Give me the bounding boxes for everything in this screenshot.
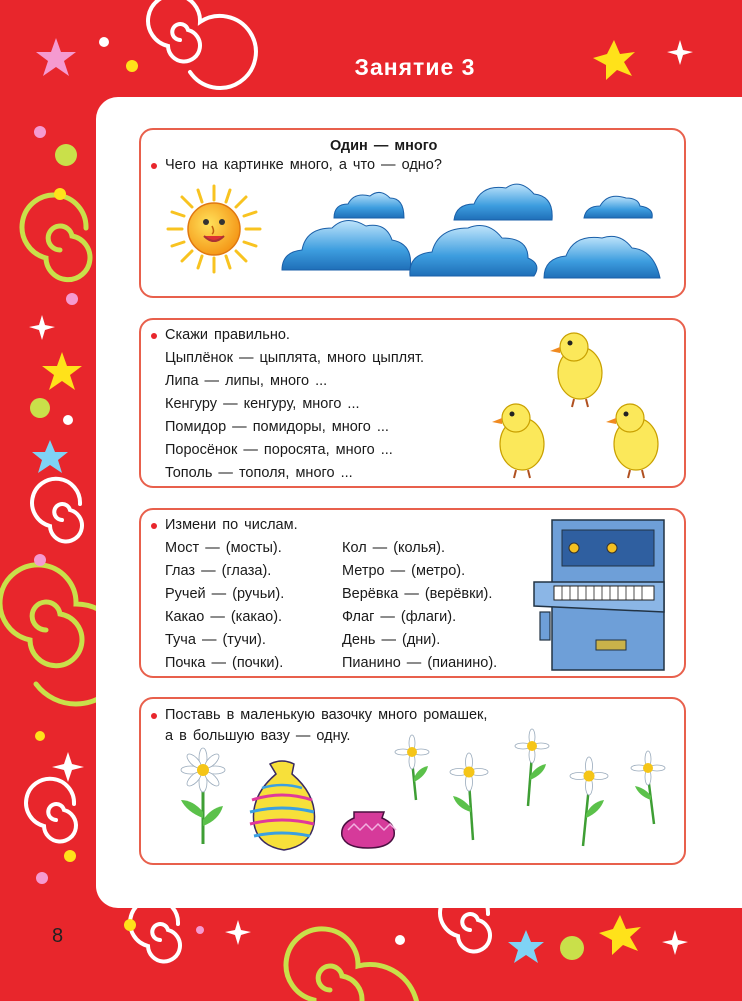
section3-instruction: Измени по числам.: [165, 517, 298, 533]
section4-instruction-line2: а в большую вазу — одну.: [165, 728, 351, 744]
word-pair-left: Глаз — (глаза).: [165, 563, 272, 579]
word-pair-left: Какао — (какао).: [165, 609, 283, 625]
bullet-icon: [151, 523, 157, 529]
section2-line: Поросёнок — поросята, много ...: [165, 442, 393, 458]
word-pair-right: Верёвка — (верёвки).: [342, 586, 493, 602]
swirl-decoration: [26, 779, 76, 842]
bullet-icon: [151, 333, 157, 339]
section2-line: Кенгуру — кенгуру, много ...: [165, 396, 360, 412]
word-pair-right: Пианино — (пианино).: [342, 655, 498, 671]
word-pair-left: Ручей — (ручьи).: [165, 586, 285, 602]
word-pair-right: Флаг — (флаги).: [342, 609, 457, 625]
section2-line: Цыплёнок — цыплята, много цыплят.: [165, 350, 425, 366]
section2-line: Тополь — тополя, много ...: [165, 465, 353, 481]
page-number: 8: [52, 925, 64, 947]
bullet-icon: [151, 713, 157, 719]
page-title: Занятие 3: [354, 54, 476, 80]
section1-instruction: Чего на картинке много, а что — одно?: [165, 157, 442, 173]
section2-line: Липа — липы, много ...: [165, 373, 328, 389]
section2-line: Помидор — помидоры, много ...: [165, 419, 389, 435]
word-pair-right: День — (дни).: [342, 632, 441, 648]
bullet-icon: [151, 163, 157, 169]
word-pair-left: Туча — (тучи).: [165, 632, 266, 648]
swirl-decoration: [130, 899, 180, 962]
swirl-decoration: [148, 0, 256, 88]
word-pair-left: Мост — (мосты).: [165, 540, 282, 556]
swirl-decoration: [22, 195, 90, 280]
word-pair-left: Почка — (почки).: [165, 655, 284, 671]
word-pair-right: Кол — (колья).: [342, 540, 446, 556]
swirl-decoration: [32, 479, 82, 542]
section2-instruction: Скажи правильно.: [165, 327, 290, 343]
section4-instruction-line1: Поставь в маленькую вазочку много ромашек,: [165, 707, 488, 723]
word-pair-right: Метро — (метро).: [342, 563, 466, 579]
section-heading: Один — много: [330, 138, 438, 154]
